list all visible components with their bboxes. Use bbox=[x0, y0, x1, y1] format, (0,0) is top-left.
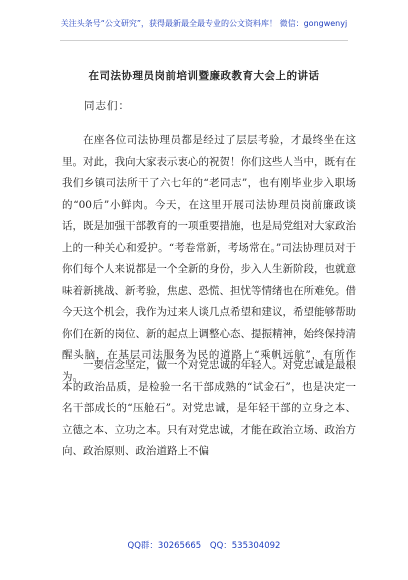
qq-group-number: QQ群：30265665 bbox=[127, 541, 202, 551]
body-paragraph-1: 在座各位司法协理员都是经过了层层考验，才最终坐在这里。对此，我向大家表示衷心的祝贺！你们这些人当中，既有在我们乡镇司法所干了六七年的“老同志”，也有刚毕业步入职场的“00后”小鲜肉。今天，在这里开展司法协理员岗前廉政谈话，既是加强干部教育的一项重要措施，也是局党组对大家政治上的一种关心和爱护。“考卷常新，考场常在。”司法协理员对于你们每个人来说都是一个全新的身份，步入人生新阶段，也就意味着新挑战、新考验，焦虑、恐慌、担忧等情绪也在所难免。借今天这个机会，我作为过来人谈几点希望和建议，希望能够帮助你们在新的岗位、新的起点上调整心态、提振精神，始终保持清醒头脑，在基层司法服务为民的道路上“乘帆远航”，有所作为。 bbox=[62, 134, 356, 383]
body-paragraph-2: 一要信念坚定，做一个对党忠诚的年轻人。对党忠诚是最根本的政治品质，是检验一名干部成熟的“试金石”，也是决定一名干部成长的“压舱石”。对党忠诚，是年轻干部的立身之本、立德之本、立功之本。只有对党忠诚，才能在政治立场、政治方向、政治原则、政治道路上不偏 bbox=[62, 359, 356, 457]
document-title: 在司法协理员岗前培训暨廉政教育大会上的讲话 bbox=[88, 70, 320, 82]
qq-number: QQ：535304092 bbox=[209, 541, 281, 551]
contact-footer bbox=[0, 539, 408, 551]
promo-header: 关注头条号“公文研究”，获得最新最全最专业的公文资料库！ 微信：gongwenyj bbox=[60, 19, 348, 28]
header-divider bbox=[60, 40, 348, 41]
salutation: 同志们： bbox=[84, 100, 130, 112]
